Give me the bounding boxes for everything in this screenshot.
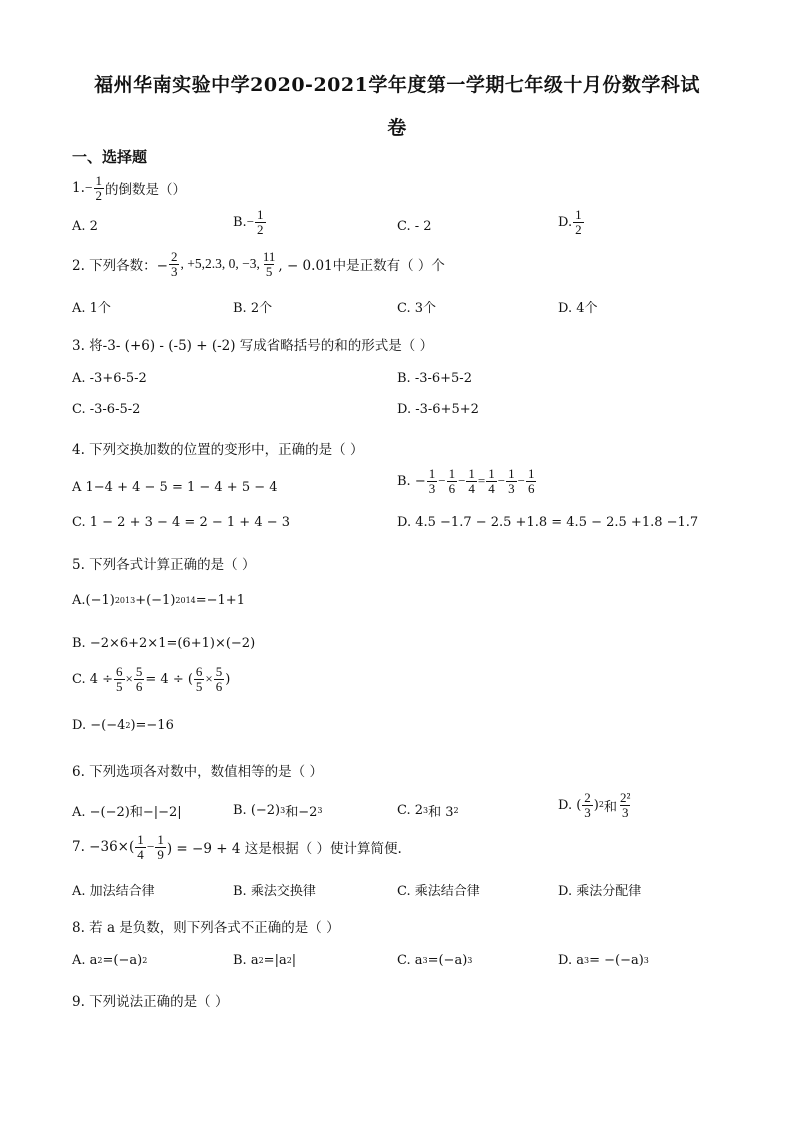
question-6: 6. 下列选项各对数中，数值相等的是（ ） bbox=[72, 764, 323, 780]
question-7: 7. −36×( $\frac{1}{4}$ − $\frac{1}{9}$ ) = −9 + 4 这是根据（ ）使计算简便. bbox=[72, 832, 402, 862]
q3-option-d: D. -3-6+5+2 bbox=[397, 402, 479, 417]
question-4: 4. 下列交换加数的位置的变形中，正确的是（ ） bbox=[72, 442, 364, 458]
q4-option-c: C. 1 − 2 + 3 − 4 = 2 − 1 + 4 − 3 bbox=[72, 515, 291, 530]
q8-option-a: A. a 2 =(−a) 2 bbox=[72, 953, 148, 968]
q7-option-b: B. 乘法交换律 bbox=[233, 884, 316, 899]
q7-option-d: D. 乘法分配律 bbox=[558, 884, 642, 899]
question-2: 2. 下列各数：− $\frac{2}{3}$ , +5,2.3, 0, −3, $\frac{11}{5}$ , − 0.01中是正数有（ ）个 bbox=[72, 249, 445, 279]
q5-option-a: A.(−1) 2013 +(−1) 2014 =−1+1 bbox=[72, 593, 245, 608]
question-3: 3. 将-3- (+6) - (-5) + (-2) 写成省略括号的和的形式是（ ） bbox=[72, 338, 434, 354]
q3-option-b: B. -3-6+5-2 bbox=[397, 371, 472, 386]
section-heading: 一、选择题 bbox=[72, 148, 148, 166]
q8-option-d: D. a 3 = −(−a) 3 bbox=[558, 953, 649, 968]
q2-option-b: B. 2个 bbox=[233, 301, 273, 316]
q6-option-b: B. (−2) 3 和−2 3 bbox=[233, 803, 323, 820]
q4-option-b: B. − $\frac{1}{3}$ − $\frac{1}{6}$ − $\frac{1}{4}$ = $\frac{1}{4}$ − $\frac{1}{3}$ − $\frac{1}{6}$ bbox=[397, 466, 535, 496]
q3-option-c: C. -3-6-5-2 bbox=[72, 402, 141, 417]
q8-option-b: B. a 2 =|a 2 | bbox=[233, 953, 297, 968]
q5-option-d: D. −(−4 2 )=−16 bbox=[72, 718, 174, 733]
q7-option-a: A. 加法结合律 bbox=[72, 884, 155, 899]
q5-option-c: C. 4 ÷ $\frac{6}{5}$ × $\frac{5}{6}$ = 4 ÷ ( $\frac{6}{5}$ × $\frac{5}{6}$ ) bbox=[72, 664, 231, 694]
exam-title-line2: 卷 bbox=[387, 117, 407, 139]
q5-option-b: B. −2×6+2×1=(6+1)×(−2) bbox=[72, 636, 256, 651]
q6-option-a: A. −(−2)和−|−2| bbox=[72, 805, 182, 820]
q6-option-c: C. 2 3 和 3 2 bbox=[397, 803, 459, 820]
question-8: 8. 若 a 是负数，则下列各式不正确的是（ ） bbox=[72, 920, 340, 936]
question-5: 5. 下列各式计算正确的是（ ） bbox=[72, 557, 256, 573]
q6-option-d: D. ( $\frac{2}{3}$ ) 2 和 $\frac{\text{2²}}{3}$ bbox=[558, 790, 631, 820]
question-9: 9. 下列说法正确的是（ ） bbox=[72, 994, 229, 1010]
q2-option-a: A. 1个 bbox=[72, 301, 111, 316]
q8-option-c: C. a 3 =(−a) 3 bbox=[397, 953, 473, 968]
fraction: $\frac{1}{2}$ bbox=[95, 173, 103, 203]
q3-option-a: A. -3+6-5-2 bbox=[72, 371, 147, 386]
question-1: 1. − $\frac{1}{2}$ 的倒数是（） bbox=[72, 173, 187, 203]
q7-option-c: C. 乘法结合律 bbox=[397, 884, 480, 899]
q1-option-d: D. $\frac{1}{2}$ bbox=[558, 207, 582, 237]
q1-option-a: A. 2 bbox=[72, 219, 98, 234]
q4-option-d: D. 4.5 −1.7 − 2.5 +1.8 = 4.5 − 2.5 +1.8 −1.7 bbox=[397, 515, 699, 530]
exam-title-line1: 福州华南实验中学2020-2021学年度第一学期七年级十月份数学科试 bbox=[94, 74, 700, 96]
q1-option-b: B. − $\frac{1}{2}$ bbox=[233, 207, 264, 237]
q1-option-c: C. - 2 bbox=[397, 219, 432, 234]
q4-option-a: A 1−4 + 4 − 5 = 1 − 4 + 5 − 4 bbox=[72, 480, 278, 495]
q2-option-d: D. 4个 bbox=[558, 301, 598, 316]
q2-option-c: C. 3个 bbox=[397, 301, 437, 316]
